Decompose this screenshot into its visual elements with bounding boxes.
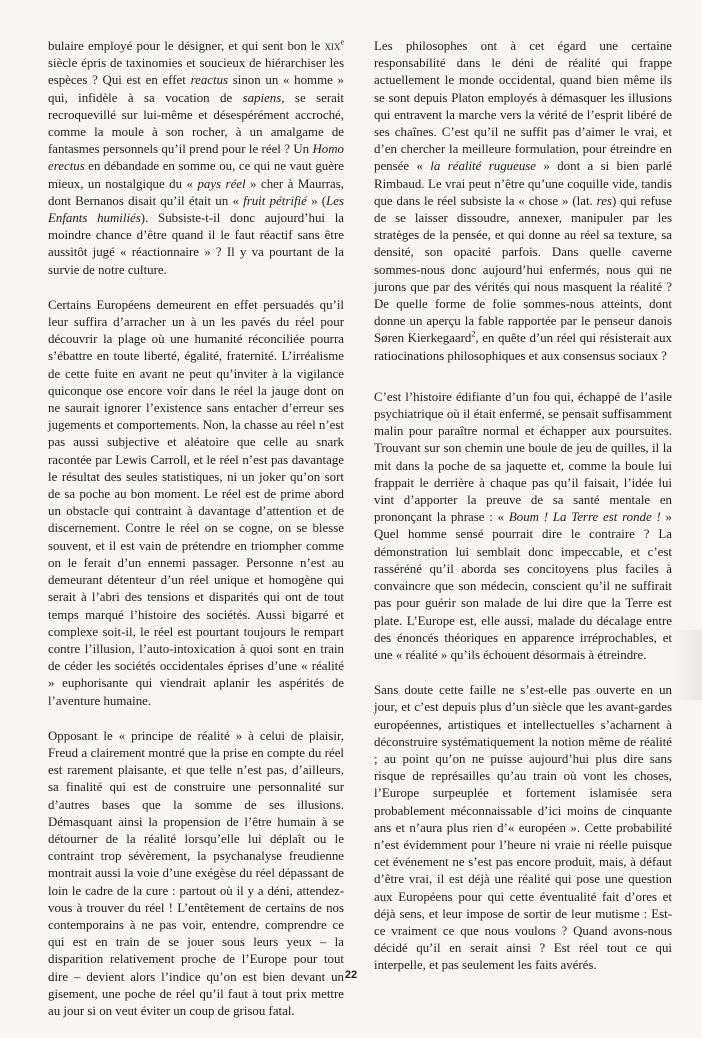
italic-text: res bbox=[596, 193, 612, 208]
text-run: Opposant le « principe de réalité » à celui de plaisir, Freud a clairement montré que la prise en compte du réel est rarement plaisante, et que telle n’est pas, d’ailleurs, sa finalité qui est de construire une personnalité sur d’autres bases que la somme de ses illusions. Démasquant ainsi la propension de l’être humain à se détourner de la réalité lorsqu’elle lui déplaît ou le contraint trop sévèrement, la psychanalyse freudienne montrait aussi la voie d’une exégèse du réel dépassant de loin le cadre de la cure : partout où il y a déni, attendez-vous à trouver du réel ! L’entêtement de certains de nos contemporains à ne pas voir, entendre, comprendre ce qui est en train de se jouer sous leurs yeux – la disparition relativement proche de l’Europe pour tout dire – devient alors l’indice qu’on est bien devant un gisement, une poche de réel qu’il faut à tout prix mettre au jour si on veut éviter un coup de grisou fatal. bbox=[48, 728, 344, 1018]
text-run: Sans doute cette faille ne s’est-elle pas ouverte en un jour, et c’est depuis plus d’un siècle que les avant-gardes européennes, artistiques et intellectuelles s’acharnent à déconstruire systématiquement la notion même de réalité ; au point qu’on ne puisse aujourd’hui plus dire sans risque de représailles qu’au train où vont les choses, l’Europe surpeuplée et fortement islamisée sera probablement méconnaissable d’ici moins de cinquante ans et n’aura plus rien d’« européen ». Cette probabilité n’est évidemment pour l’heure ni vraie ni réelle puisque cet événement ne s’est pas encore produit, mais, à défaut d’être vrai, il est déjà une réalité qui pose une question aux Européens pour qui cette éventualité fait d’ores et déjà sens, et leur impose de sortir de leur mutisme : Est-ce vraiment ce que nous voulons ? Quand avons-nous décidé qu’il en serait ainsi ? Est réel tout ce qui interpelle, et pas seulement les faits avérés. bbox=[374, 683, 672, 973]
text-run: en débandade en somme ou, ce qui ne vaut guère mieux, un nostalgique du « bbox=[48, 159, 344, 191]
page-number: 22 bbox=[344, 969, 358, 981]
text-run: siècle épris de taxinomies et soucieux de hiérarchiser les espèces ? Qui est en effet bbox=[48, 56, 344, 88]
text-run: » dont a si bien parlé Rimbaud. Le vrai peut n’être qu’une coquille vide, tandis que dans le réel subsiste la « chose » (lat. bbox=[374, 159, 672, 208]
text-run: » ( bbox=[306, 193, 327, 208]
text-run: C’est l’histoire édifiante d’un fou qui, échappé de l’asile psychiatrique où il était enfermé, se pensait suffisamment malin pour paraître normal et échapper aux poursuites. Trouvant sur son chemin une boule de jeu de quilles, il la mit dans la poche de sa jaquette et, comme la boule lui frappait le derrière à chaque pas qu’il faisait, l’idée lui vint d’apporter la preuve de sa santé mentale en prononçant la phrase : « bbox=[374, 389, 672, 525]
text-run: » Quel homme sensé pourrait dire le contraire ? La démonstration lui semblait donc impeccable, et c’est rasséréné qu’il aborda ses concitoyens plus faciles à convaincre que son médecin, conscient qu’il ne suffirait pas pour guérir son malade de lui dire que la Terre est plate. L’Europe est, elle aussi, malade du décalage entre des énoncés théoriques en apparence irréprochables, et une « réalité » qu’ils échouent désormais à étreindre. bbox=[374, 510, 672, 662]
left-column bbox=[48, 38, 344, 1038]
paragraph bbox=[48, 297, 344, 710]
text-run: Les philosophes ont à cet égard une certaine responsabilité dans le déni de réalité qui frappe actuellement le monde occidental, quand bien même ils se sont depuis Platon employés à démasquer les illusions qui entravent la marche vers la vérité de l’esprit libéré de ses chaînes. C’est qu’il ne suffit pas d’aimer le vrai, et d’en chercher la meilleure formulation, pour étreindre en pensée « bbox=[374, 39, 672, 174]
bleed-through-shadow bbox=[672, 630, 702, 700]
text-run: » cher à Maurras, dont Bernanos disait qu’il était un « bbox=[48, 176, 344, 208]
italic-text: Boum ! La Terre est ronde ! bbox=[508, 510, 661, 525]
text-run: Certains Européens demeurent en effet persuadés qu’il leur suffira d’arracher un à un les pavés du réel pour découvrir la plage où une humanité réconciliée pourra s’ébattre en toute liberté, égalité, fraternité. L’irréalisme de cette fuite en avant ne peut qu’inviter à la vigilance quiconque ose encore voir dans le réel la jauge dont on ne saurait ignorer l’existence sans entacher d’erreur ses jugements et comportements. Non, la chasse au réel n’est pas aussi subjective et aléatoire que celle au snark racontée par Lewis Carroll, et le réel n’est pas davantage le résultat des seules statistiques, ni un joker qu’on sort de sa poche au bon moment. Le réel est de prime abord un obstacle qui contraint à davantage d’attention et de discernement. Contre le réel on se cogne, on se blesse souvent, et il est vain de prétendre en triompher comme on le ferait d’un ennemi passager. Personne n’est au demeurant détenteur d’un réel unique et homogène qui serait à l’abri des tensions et disparités qui ont de tout temps marqué l’histoire des sociétés. Aussi bigarré et complexe soit-il, le réel est pourtant toujours le rempart contre l’illusion, l’auto-intoxication à quoi sont en train de céder les sociétés occidentales éprises d’une « réalité » euphorisante qui viendrait aplanir les aspérités de l’aventure humaine. bbox=[48, 297, 344, 708]
italic-text: Les Enfants humiliés bbox=[48, 193, 344, 226]
text-run: , en quête d’un réel qui résisterait aux ratiocinations philosophiques et aux consensus sociaux ? bbox=[374, 331, 672, 363]
italic-text: la réalité rugueuse bbox=[430, 159, 537, 174]
paragraph bbox=[374, 38, 672, 365]
text-run: bulaire employé pour le désigner, et qui sent bon le bbox=[48, 39, 325, 53]
italic-text: pays réel bbox=[197, 176, 246, 191]
paragraph bbox=[48, 38, 344, 279]
superscript: e bbox=[340, 37, 344, 47]
superscript: 2 bbox=[471, 330, 476, 340]
italic-text: reactus bbox=[190, 73, 229, 88]
text-run: , se serait recroquevillé sur lui-même et désespérément accroché, comme la moule à son rocher, à un amalgame de fantasmes personnels qu’il prend pour le réel ? Un bbox=[48, 90, 344, 157]
small-caps-text: xix bbox=[324, 39, 341, 53]
right-column bbox=[374, 38, 672, 993]
text-run: ). Subsiste-t-il donc aujourd’hui la moindre chance d’être quand il le faut réactif sans être aussitôt jugé « réactionnaire » ? Il y va pourtant de la survie de notre culture. bbox=[48, 211, 344, 277]
italic-text: sapiens bbox=[242, 90, 282, 105]
italic-text: Homo erectus bbox=[48, 142, 344, 174]
text-run: ) qui refuse de se laisser dissoudre, annexer, manipuler par les stratèges de la pensée, et qui donne au réel sa texture, sa densité, son opacité parfois. Dans quelle caverne sommes-nous donc aujourd’hui enfermés, nous qui ne jurons que par des vérités qui nous masquent la réalité ? De quelle forme de folie sommes-nous atteints, dont donne un aperçu la fable rapportée par le penseur danois Søren Kierkegaard bbox=[374, 193, 672, 346]
paragraph bbox=[374, 682, 672, 974]
text-run: sinon un « homme » qui, infidèle à sa vocation de bbox=[48, 73, 344, 105]
italic-text: fruit pétrifié bbox=[243, 193, 307, 208]
paragraph bbox=[374, 389, 672, 664]
